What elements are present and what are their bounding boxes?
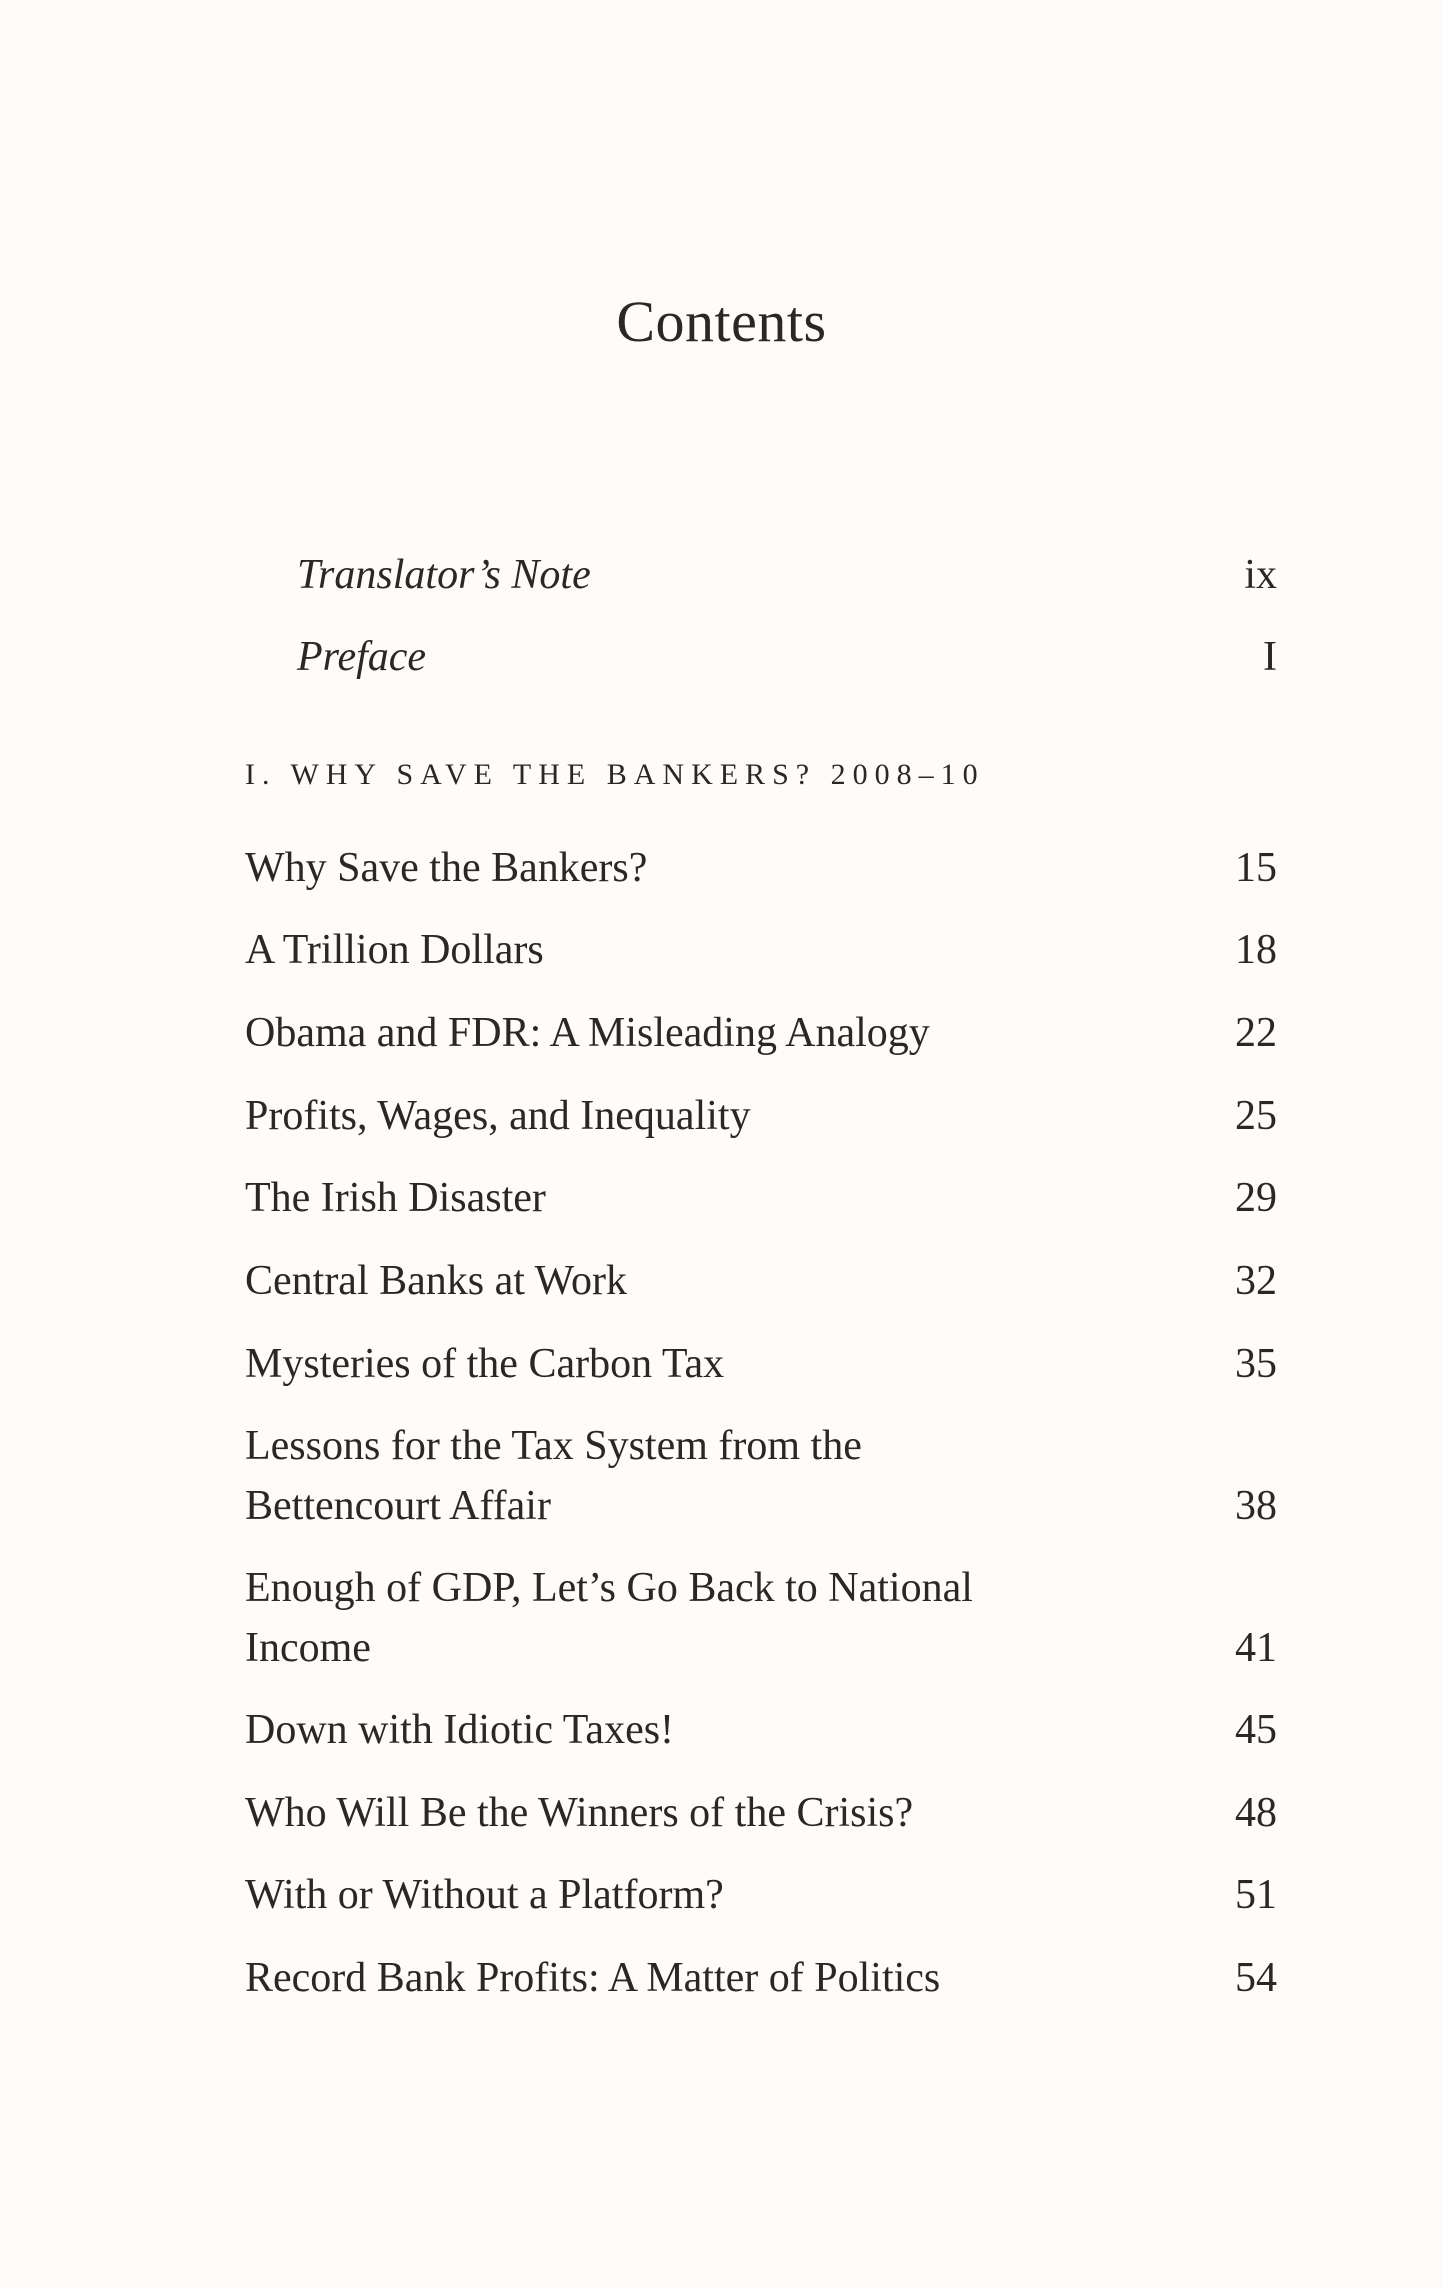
toc-entry[interactable] [245, 838, 1277, 898]
toc-entry-title: The Irish Disaster [245, 1175, 546, 1221]
section-heading: I. WHY SAVE THE BANKERS? 2008–10 [245, 758, 985, 791]
toc-entry-title: Down with Idiotic Taxes! [245, 1707, 675, 1753]
toc-entry-page: 51 [1235, 1872, 1277, 1918]
toc-entry-translators-note[interactable] [245, 545, 1277, 605]
toc-entry-page: I [1263, 634, 1277, 680]
toc-entry[interactable] [245, 1251, 1277, 1311]
toc-entry-title: Enough of GDP, Let’s Go Back to National Income [245, 1565, 973, 1671]
toc-entry-title: Who Will Be the Winners of the Crisis? [245, 1790, 914, 1836]
toc-entry-title: Translator’s Note [297, 552, 591, 598]
toc-entry[interactable] [245, 920, 1277, 980]
toc-entry-title: Lessons for the Tax System from the Bettencourt Affair [245, 1423, 862, 1529]
toc-entry[interactable] [245, 1086, 1277, 1146]
toc-entry-title: Mysteries of the Carbon Tax [245, 1341, 725, 1387]
toc-entry[interactable] [245, 1003, 1277, 1063]
toc-entry-page: 35 [1235, 1341, 1277, 1387]
toc-entry-page: 48 [1235, 1790, 1277, 1836]
toc-entry-page: 18 [1235, 927, 1277, 973]
toc-entry[interactable] [245, 1700, 1277, 1760]
toc-entry-title: Obama and FDR: A Misleading Analogy [245, 1010, 930, 1056]
toc-entry-title: Profits, Wages, and Inequality [245, 1093, 751, 1139]
toc-entry-title: Central Banks at Work [245, 1258, 627, 1304]
toc-entry[interactable] [245, 1865, 1277, 1925]
toc-entry-title: Record Bank Profits: A Matter of Politics [245, 1955, 941, 2001]
toc-entry-page: ix [1244, 552, 1277, 598]
toc-entry-page: 25 [1235, 1093, 1277, 1139]
toc-entry-page: 38 [1235, 1483, 1277, 1529]
toc-entry[interactable] [245, 1783, 1277, 1843]
toc-entry-page: 54 [1235, 1955, 1277, 2001]
toc-entry[interactable] [245, 1416, 1277, 1536]
toc-entry-title: With or Without a Platform? [245, 1872, 724, 1918]
toc-entry-page: 32 [1235, 1258, 1277, 1304]
toc-entry-page: 41 [1235, 1625, 1277, 1671]
toc-entry[interactable] [245, 1948, 1277, 2008]
page-title: Contents [616, 289, 827, 354]
toc-entry-page: 45 [1235, 1707, 1277, 1753]
toc-entry-title: A Trillion Dollars [245, 927, 544, 973]
toc-entry-title: Preface [297, 634, 427, 680]
toc-entry-preface[interactable] [245, 627, 1277, 687]
toc-entry-page: 15 [1235, 845, 1277, 891]
toc-entry[interactable] [245, 1558, 1277, 1678]
toc-entry-title: Why Save the Bankers? [245, 845, 648, 891]
toc-entry-page: 22 [1235, 1010, 1277, 1056]
toc-entry[interactable] [245, 1168, 1277, 1228]
toc-entry-page: 29 [1235, 1175, 1277, 1221]
toc-entry[interactable] [245, 1334, 1277, 1394]
